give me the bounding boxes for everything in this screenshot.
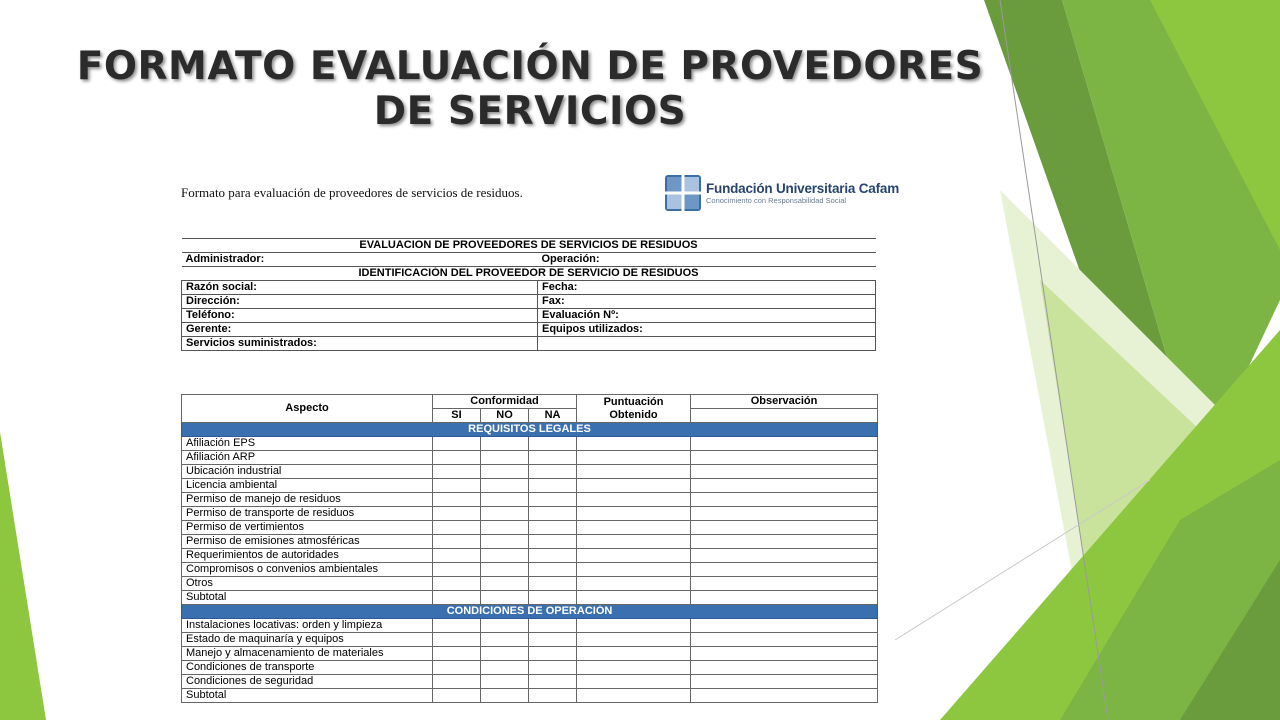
no-cell [481, 437, 529, 451]
table-row [182, 479, 878, 493]
aspect-label: Afiliación ARP [182, 451, 433, 465]
section-requisitos-legales: REQUISITOS LEGALES [182, 423, 878, 437]
puntuacion-cell [577, 549, 691, 563]
na-cell [529, 675, 577, 689]
table-row [182, 577, 878, 591]
na-cell [529, 647, 577, 661]
si-cell [433, 535, 481, 549]
si-cell [433, 521, 481, 535]
puntuacion-cell [577, 661, 691, 675]
na-cell [529, 437, 577, 451]
na-cell [529, 479, 577, 493]
no-cell [481, 451, 529, 465]
observacion-cell [691, 591, 878, 605]
institution-logo [665, 174, 899, 212]
servicios-suministrados-field: Servicios suministrados: [182, 337, 538, 351]
puntuacion-cell [577, 493, 691, 507]
observacion-cell [691, 661, 878, 675]
section-header-row [182, 605, 878, 619]
aspect-label: Manejo y almacenamiento de materiales [182, 647, 433, 661]
puntuacion-cell [577, 479, 691, 493]
table-row [182, 563, 878, 577]
si-cell [433, 577, 481, 591]
aspect-label: Compromisos o convenios ambientales [182, 563, 433, 577]
empty-cell [538, 337, 876, 351]
puntuacion-cell [577, 535, 691, 549]
col-conformidad-header: Conformidad [433, 395, 577, 409]
no-cell [481, 675, 529, 689]
section-condiciones-operacion: CONDICIONES DE OPERACIÓN [182, 605, 878, 619]
aspect-label: Otros [182, 577, 433, 591]
aspect-label: Permiso de transporte de residuos [182, 507, 433, 521]
aspect-label: Condiciones de seguridad [182, 675, 433, 689]
observacion-cell [691, 689, 878, 703]
col-no-header: NO [481, 409, 529, 423]
no-cell [481, 619, 529, 633]
no-cell [481, 661, 529, 675]
si-cell [433, 591, 481, 605]
na-cell [529, 549, 577, 563]
si-cell [433, 633, 481, 647]
si-cell [433, 493, 481, 507]
table-row [182, 323, 876, 337]
administrador-field: Administrador: [182, 253, 538, 267]
puntuacion-cell [577, 451, 691, 465]
table-row [182, 521, 878, 535]
na-cell [529, 521, 577, 535]
puntuacion-cell [577, 591, 691, 605]
col-na-header: NA [529, 409, 577, 423]
empty-cell [691, 409, 878, 423]
si-cell [433, 647, 481, 661]
table-row [182, 451, 878, 465]
observacion-cell [691, 507, 878, 521]
col-puntuacion-header: Puntuación Obtenido [577, 395, 691, 423]
table-row [182, 493, 878, 507]
logo-tagline: Conocimiento con Responsabilidad Social [706, 196, 847, 205]
table-row [182, 535, 878, 549]
table-row [182, 437, 878, 451]
document-subtitle: Formato para evaluación de proveedores de servicios de residuos. [181, 185, 523, 200]
na-cell [529, 619, 577, 633]
observacion-cell [691, 535, 878, 549]
table-row [182, 465, 878, 479]
puntuacion-cell [577, 521, 691, 535]
aspect-label: Permiso de vertimientos [182, 521, 433, 535]
puntuacion-cell [577, 647, 691, 661]
col-observacion-header: Observación [691, 395, 878, 409]
si-cell [433, 437, 481, 451]
aspect-label: Ubicación industrial [182, 465, 433, 479]
table-row [182, 689, 878, 703]
na-cell [529, 591, 577, 605]
observacion-cell [691, 577, 878, 591]
evaluacion-numero-field: Evaluación Nº: [538, 309, 876, 323]
observacion-cell [691, 493, 878, 507]
na-cell [529, 661, 577, 675]
no-cell [481, 535, 529, 549]
logo-name: Fundación Universitaria Cafam [706, 181, 900, 196]
no-cell [481, 465, 529, 479]
no-cell [481, 689, 529, 703]
puntuacion-cell [577, 465, 691, 479]
observacion-cell [691, 521, 878, 535]
fax-field: Fax: [538, 295, 876, 309]
observacion-cell [691, 465, 878, 479]
observacion-cell [691, 437, 878, 451]
table-row [182, 309, 876, 323]
aspect-label: Permiso de manejo de residuos [182, 493, 433, 507]
aspect-label: Subtotal [182, 591, 433, 605]
observacion-cell [691, 619, 878, 633]
table-row [182, 337, 876, 351]
na-cell [529, 451, 577, 465]
no-cell [481, 577, 529, 591]
no-cell [481, 549, 529, 563]
no-cell [481, 521, 529, 535]
puntuacion-cell [577, 563, 691, 577]
observacion-cell [691, 647, 878, 661]
si-cell [433, 563, 481, 577]
puntuacion-cell [577, 689, 691, 703]
si-cell [433, 689, 481, 703]
no-cell [481, 647, 529, 661]
razon-social-field: Razón social: [182, 281, 538, 295]
na-cell [529, 577, 577, 591]
direccion-field: Dirección: [182, 295, 538, 309]
aspect-label: Permiso de emisiones atmosféricas [182, 535, 433, 549]
si-cell [433, 479, 481, 493]
fecha-field: Fecha: [538, 281, 876, 295]
na-cell [529, 507, 577, 521]
no-cell [481, 633, 529, 647]
observacion-cell [691, 633, 878, 647]
na-cell [529, 493, 577, 507]
table-row [182, 295, 876, 309]
table-row [182, 591, 878, 605]
si-cell [433, 465, 481, 479]
aspect-label: Instalaciones locativas: orden y limpieza [182, 619, 433, 633]
university-crest-icon [665, 175, 701, 211]
observacion-cell [691, 563, 878, 577]
si-cell [433, 507, 481, 521]
aspect-label: Estado de maquinaría y equipos [182, 633, 433, 647]
puntuacion-cell [577, 633, 691, 647]
col-si-header: SI [433, 409, 481, 423]
no-cell [481, 563, 529, 577]
aspect-label: Afiliación EPS [182, 437, 433, 451]
no-cell [481, 493, 529, 507]
na-cell [529, 535, 577, 549]
gerente-field: Gerente: [182, 323, 538, 337]
no-cell [481, 591, 529, 605]
aspect-label: Licencia ambiental [182, 479, 433, 493]
si-cell [433, 675, 481, 689]
table-row [182, 633, 878, 647]
observacion-cell [691, 451, 878, 465]
evaluation-table-body [182, 423, 878, 703]
table-row [182, 281, 876, 295]
na-cell [529, 633, 577, 647]
puntuacion-cell [577, 675, 691, 689]
table-row [182, 507, 878, 521]
si-cell [433, 661, 481, 675]
slide-title: FORMATO EVALUACIÓN DE PROVEDORES DE SERVICIOS [76, 44, 984, 134]
id-heading: IDENTIFICACIÓN DEL PROVEEDOR DE SERVICIO DE RESIDUOS [182, 267, 876, 281]
section-header-row [182, 423, 878, 437]
si-cell [433, 619, 481, 633]
aspect-label: Condiciones de transporte [182, 661, 433, 675]
evaluation-table [181, 394, 878, 703]
table-row [182, 675, 878, 689]
table-row [182, 647, 878, 661]
puntuacion-cell [577, 437, 691, 451]
equipos-utilizados-field: Equipos utilizados: [538, 323, 876, 337]
si-cell [433, 451, 481, 465]
observacion-cell [691, 549, 878, 563]
puntuacion-cell [577, 619, 691, 633]
table-row [182, 619, 878, 633]
table-row [182, 549, 878, 563]
no-cell [481, 507, 529, 521]
operacion-field: Operación: [538, 253, 876, 267]
observacion-cell [691, 675, 878, 689]
na-cell [529, 563, 577, 577]
na-cell [529, 465, 577, 479]
telefono-field: Teléfono: [182, 309, 538, 323]
puntuacion-cell [577, 577, 691, 591]
aspect-label: Subtotal [182, 689, 433, 703]
si-cell [433, 549, 481, 563]
table-row [182, 661, 878, 675]
main-heading: EVALUACION DE PROVEEDORES DE SERVICIOS DE RESIDUOS [182, 239, 876, 253]
observacion-cell [691, 479, 878, 493]
na-cell [529, 689, 577, 703]
provider-header-table [181, 238, 876, 351]
no-cell [481, 479, 529, 493]
aspect-label: Requerimientos de autoridades [182, 549, 433, 563]
col-aspecto-header: Aspecto [182, 395, 433, 423]
puntuacion-cell [577, 507, 691, 521]
